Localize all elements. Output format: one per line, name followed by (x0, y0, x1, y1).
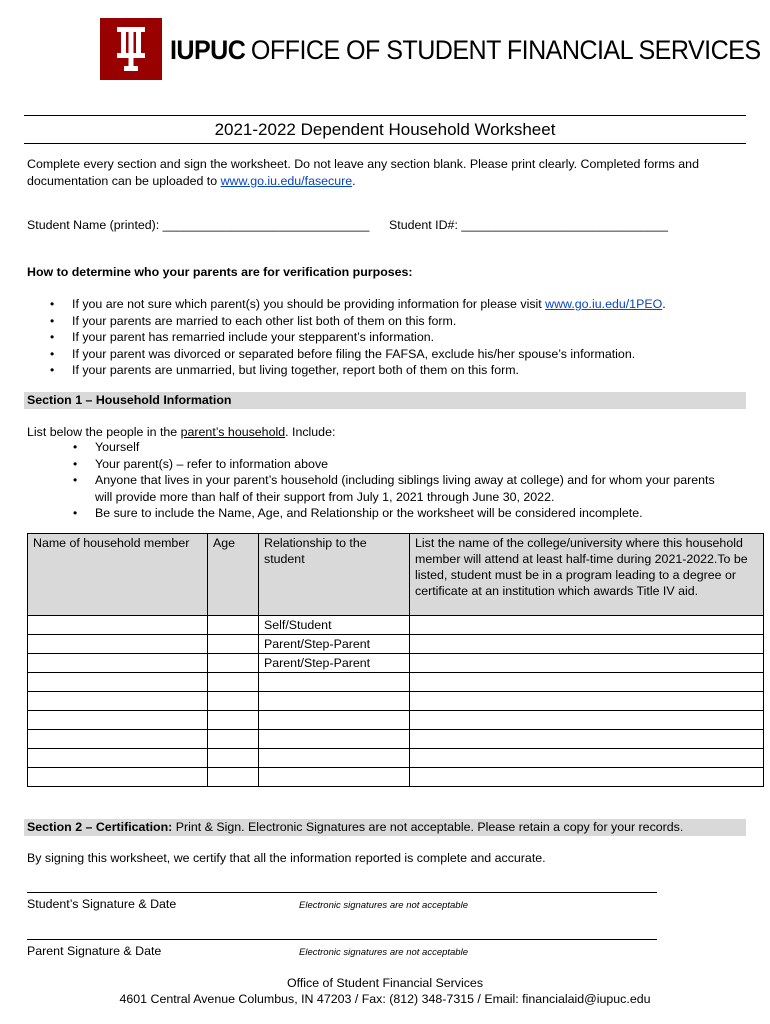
header-college: List the name of the college/university where this household member will attend at least half-time during 2021-2022.To be listed, student must be in a program leading to a degree or certificate at an institution which awards Title IV aid. (410, 534, 764, 616)
relationship-cell[interactable] (259, 673, 410, 692)
page-title: 2021-2022 Dependent Household Worksheet (214, 120, 556, 139)
certify-statement: By signing this worksheet, we certify that all the information reported is complete and accurate. (27, 851, 546, 865)
section1-header (24, 392, 746, 409)
table-row (28, 749, 764, 768)
list-item: • If your parents are unmarried, but living together, report both of them on this form. (72, 362, 742, 379)
footer-address: 4601 Central Avenue Columbus, IN 47203 / Fax: (812) 348-7315 / Email: financialaid@iupuc.edu (119, 992, 651, 1006)
section1-intro-underlined: parent’s household (180, 425, 286, 439)
table-row (28, 654, 764, 673)
title-rule-top (24, 115, 746, 116)
esig-note-student: Electronic signatures are not acceptable (299, 900, 468, 911)
header-name: Name of household member (28, 534, 208, 616)
section2-instructions: Print & Sign. Electronic Signatures are not acceptable. Please retain a copy for your records. (172, 820, 684, 834)
table-row (28, 635, 764, 654)
college-cell[interactable] (410, 768, 764, 787)
age-cell[interactable] (208, 749, 259, 768)
table-row (28, 616, 764, 635)
student-signature-line[interactable] (27, 892, 657, 893)
student-signature-label: Student’s Signature & Date (27, 897, 177, 911)
bullet-text: If you are not sure which parent(s) you should be providing information for please visit (72, 297, 546, 311)
name-cell[interactable] (28, 654, 208, 673)
section1-intro-text: List below the people in the (27, 425, 181, 439)
name-cell[interactable] (28, 673, 208, 692)
parent-signature-label: Parent Signature & Date (27, 944, 162, 958)
household-table (27, 533, 764, 787)
table-header-row (28, 534, 764, 616)
age-cell[interactable] (208, 692, 259, 711)
age-cell[interactable] (208, 616, 259, 635)
name-cell[interactable] (28, 768, 208, 787)
header-relationship: Relationship to the student (259, 534, 410, 616)
list-item: • Your parent(s) – refer to information above (95, 456, 735, 473)
intro-text-end: . (352, 173, 356, 188)
relationship-cell[interactable] (259, 730, 410, 749)
relationship-cell[interactable]: Parent/Step-Parent (259, 654, 410, 673)
age-cell[interactable] (208, 711, 259, 730)
college-cell[interactable] (410, 730, 764, 749)
bullet-text-end: . (662, 297, 666, 311)
header-age: Age (208, 534, 259, 616)
college-cell[interactable] (410, 711, 764, 730)
list-item: • Be sure to include the Name, Age, and Relationship or the worksheet will be considered incomplete. (95, 505, 735, 522)
table-row (28, 711, 764, 730)
age-cell[interactable] (208, 635, 259, 654)
relationship-cell[interactable] (259, 692, 410, 711)
relationship-cell[interactable]: Self/Student (259, 616, 410, 635)
1peo-link[interactable]: www.go.iu.edu/1PEO (545, 297, 663, 311)
office-name (170, 34, 761, 66)
relationship-cell[interactable] (259, 768, 410, 787)
table-row (28, 692, 764, 711)
intro-text: Complete every section and sign the worksheet. Do not leave any section blank. Please print clearly. Completed forms and documentation can be uploaded to (27, 157, 699, 188)
name-cell[interactable] (28, 635, 208, 654)
table-row (28, 730, 764, 749)
college-cell[interactable] (410, 692, 764, 711)
list-item: • Anyone that lives in your parent’s household (including siblings living away at college) and for whom your parents will provide more than half of their support from July 1, 2021 through June 30, 2022. (95, 472, 735, 505)
college-cell[interactable] (410, 654, 764, 673)
section1-title: Section 1 – Household Information (27, 393, 232, 407)
age-cell[interactable] (208, 673, 259, 692)
relationship-cell[interactable] (259, 749, 410, 768)
name-cell[interactable] (28, 749, 208, 768)
college-cell[interactable] (410, 749, 764, 768)
section1-intro-end: . Include: (285, 425, 336, 439)
list-item (72, 296, 742, 313)
parent-signature-line[interactable] (27, 939, 657, 940)
list-item: • If your parent has remarried include your stepparent’s information. (72, 329, 742, 346)
list-item: • Yourself (95, 439, 735, 456)
trident-icon (100, 18, 162, 80)
title-rule-bottom (24, 143, 746, 144)
section2-header (24, 819, 746, 836)
college-cell[interactable] (410, 635, 764, 654)
parents-heading: How to determine who your parents are for verification purposes: (27, 265, 413, 279)
section1-bullet-list (95, 439, 735, 522)
office-name-rest: OFFICE OF STUDENT FINANCIAL SERVICES (250, 35, 761, 65)
relationship-cell[interactable] (259, 711, 410, 730)
college-cell[interactable] (410, 673, 764, 692)
table-row (28, 768, 764, 787)
footer-office: Office of Student Financial Services (286, 976, 484, 990)
list-item: • If your parents are married to each other list both of them on this form. (72, 313, 742, 330)
table-row (28, 673, 764, 692)
college-cell[interactable] (410, 616, 764, 635)
office-name-bold: IUPUC (170, 35, 246, 65)
student-id-field[interactable]: Student ID#: ______________________________ (389, 218, 669, 232)
iu-trident-logo (100, 18, 162, 80)
list-item: • If your parent was divorced or separated before filing the FAFSA, exclude his/her spouse’s information. (72, 346, 742, 363)
relationship-cell[interactable]: Parent/Step-Parent (259, 635, 410, 654)
parents-bullet-list (72, 296, 742, 379)
name-cell[interactable] (28, 692, 208, 711)
intro-paragraph (27, 156, 747, 189)
age-cell[interactable] (208, 654, 259, 673)
fasecure-link[interactable]: www.go.iu.edu/fasecure (220, 173, 353, 188)
age-cell[interactable] (208, 730, 259, 749)
section2-title: Section 2 – Certification: (27, 820, 173, 834)
name-cell[interactable] (28, 711, 208, 730)
student-name-field[interactable]: Student Name (printed): ______________________________ (27, 218, 370, 232)
name-cell[interactable] (28, 730, 208, 749)
age-cell[interactable] (208, 768, 259, 787)
esig-note-parent: Electronic signatures are not acceptable (299, 947, 468, 958)
name-cell[interactable] (28, 616, 208, 635)
